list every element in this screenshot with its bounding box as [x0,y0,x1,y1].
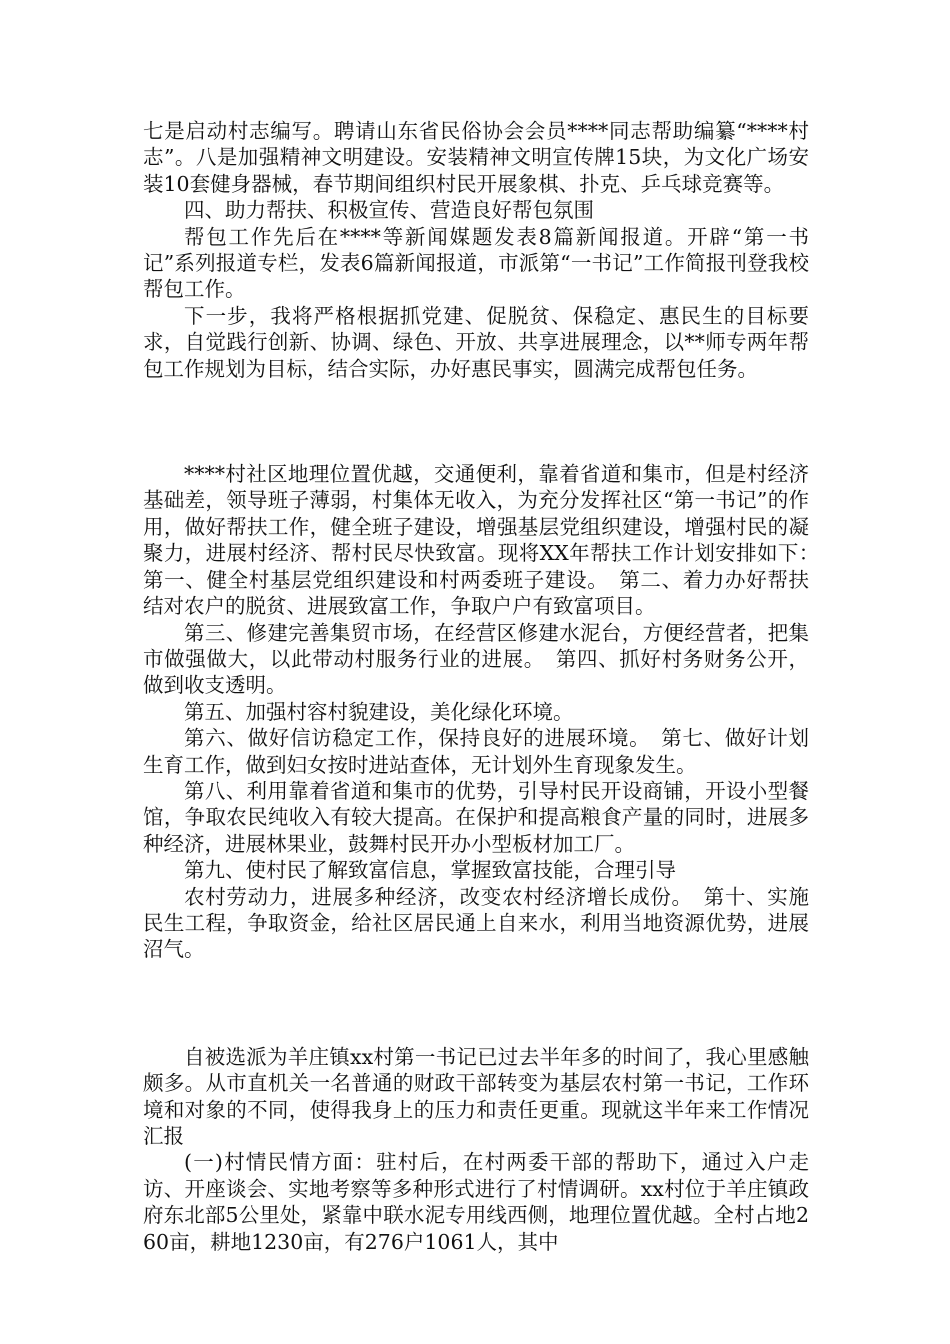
section-gap [143,382,809,461]
paragraph: 第八、利用靠着省道和集市的优势，引导村民开设商铺，开设小型餐馆，争取农民纯收入有较大提高。在保护和提高粮食产量的同时，进展多种经济，进展林果业，鼓舞村民开办小型板材加工厂。 [143,778,809,856]
section-1 [143,118,809,382]
section-2 [143,461,830,963]
paragraph: 帮包工作先后在****等新闻媒题发表8篇新闻报道。开辟“第一书记”系列报道专栏，发表6篇新闻报道，市派第“一书记”工作简报刊登我校帮包工作。 [143,224,809,302]
document-page [143,118,830,1255]
paragraph: 自被选派为羊庄镇xx村第一书记已过去半年多的时间了，我心里感触颇多。从市直机关一名普通的财政干部转变为基层农村第一书记，工作环境和对象的不同，使得我身上的压力和责任更重。现就这半年来工作情况汇报 [143,1044,809,1148]
paragraph: ****村社区地理位置优越，交通便利，靠着省道和集市，但是村经济基础差，领导班子薄弱，村集体无收入，为充分发挥社区“第一书记”的作用，做好帮扶工作，健全班子建设，增强基层党组织建设，增强村民的凝聚力，进展村经济、帮村民尽快致富。现将XX年帮扶工作计划安排如下： 第一、健全村基层党组织建设和村两委班子建设。 第二、着力办好帮扶结对农户的脱贫、进展致富工作，争取户户有致富项目。 [143,462,830,619]
paragraph: 农村劳动力，进展多种经济，改变农村经济增长成份。 第十、实施民生工程，争取资金，给社区居民通上自来水，利用当地资源优势，进展沼气。 [143,884,809,962]
paragraph: 第五、加强村容村貌建设，美化绿化环境。 [184,699,574,724]
paragraph: 第六、做好信访稳定工作，保持良好的进展环境。 第七、做好计划生育工作，做到妇女按时进站查体，无计划外生育现象发生。 [143,726,809,777]
paragraph: 七是启动村志编写。聘请山东省民俗协会会员****同志帮助编纂“****村志”。八是加强精神文明建设。安装精神文明宣传牌15块，为文化广场安装10套健身器械，春节期间组织村民开展象棋、扑克、乒乓球竞赛等。 [143,119,809,196]
section-heading: 四、助力帮扶、积极宣传、营造良好帮包氛围 [184,198,594,223]
paragraph: 下一步，我将严格根据抓党建、促脱贫、保稳定、惠民生的目标要求，自觉践行创新、协调、绿色、开放、共享进展理念，以**师专两年帮包工作规划为目标，结合实际，办好惠民事实，圆满完成帮包任务。 [143,303,809,381]
section-gap [143,963,809,1044]
paragraph: 第九、使村民了解致富信息，掌握致富技能，合理引导 [184,858,676,883]
paragraph: (一)村情民情方面：驻村后，在村两委干部的帮助下，通过入户走访、开座谈会、实地考察等多种形式进行了村情调研。xx村位于羊庄镇政府东北部5公里处，紧靠中联水泥专用线西侧，地理位置优越。全村占地260亩，耕地1230亩，有276户1061人，其中 [143,1150,809,1254]
paragraph: 第三、修建完善集贸市场，在经营区修建水泥台，方便经营者，把集市做强做大，以此带动村服务行业的进展。 第四、抓好村务财务公开，做到收支透明。 [143,620,809,698]
section-3 [143,1044,809,1255]
